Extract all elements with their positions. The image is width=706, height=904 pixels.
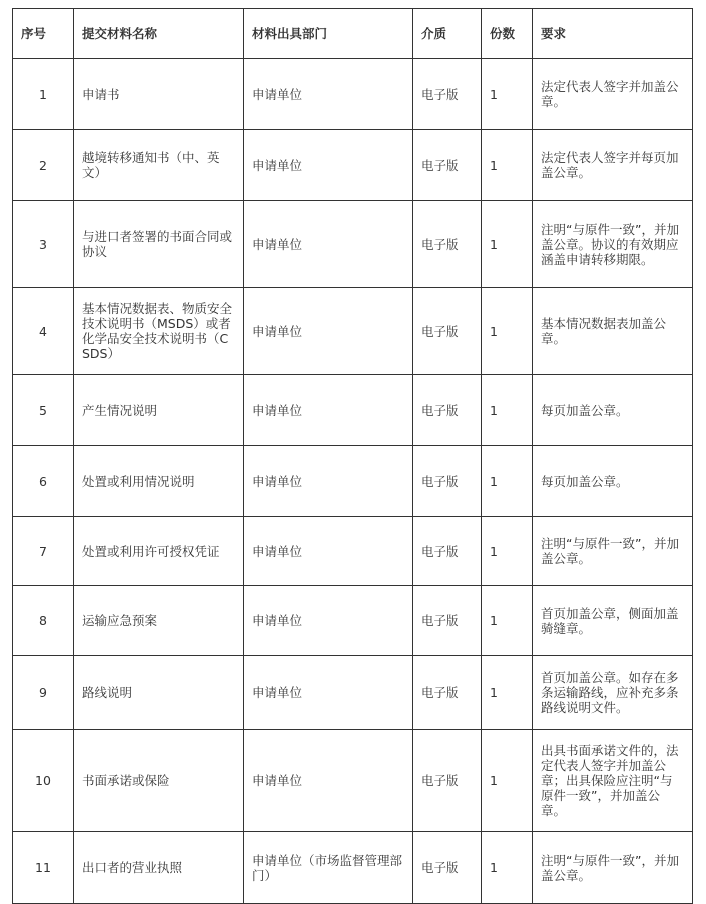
table-row	[13, 201, 693, 288]
cell-dept: 申请单位（市场监督管理部门）	[244, 832, 413, 904]
cell-name: 运输应急预案	[74, 586, 244, 656]
cell-count: 1	[482, 130, 533, 201]
cell-medium: 电子版	[413, 656, 482, 730]
cell-dept: 申请单位	[244, 201, 413, 288]
table-row	[13, 586, 693, 656]
cell-no: 7	[13, 517, 74, 586]
cell-no: 11	[13, 832, 74, 904]
cell-name: 与进口者签署的书面合同或协议	[74, 201, 244, 288]
cell-medium: 电子版	[413, 517, 482, 586]
table-row	[13, 130, 693, 201]
cell-no: 4	[13, 288, 74, 375]
cell-req: 出具书面承诺文件的，法定代表人签字并加盖公章；出具保险应注明“与原件一致”，并加盖公章。	[533, 730, 693, 832]
cell-dept: 申请单位	[244, 375, 413, 446]
cell-dept: 申请单位	[244, 656, 413, 730]
table-row	[13, 59, 693, 130]
cell-no: 1	[13, 59, 74, 130]
header-row	[13, 9, 693, 59]
cell-req: 注明“与原件一致”，并加盖公章。	[533, 832, 693, 904]
materials-table	[12, 8, 693, 904]
table-row	[13, 288, 693, 375]
cell-name: 路线说明	[74, 656, 244, 730]
cell-count: 1	[482, 586, 533, 656]
header-name: 提交材料名称	[74, 9, 244, 59]
cell-no: 8	[13, 586, 74, 656]
cell-req: 法定代表人签字并加盖公章。	[533, 59, 693, 130]
table-row	[13, 656, 693, 730]
cell-dept: 申请单位	[244, 59, 413, 130]
cell-req: 法定代表人签字并每页加盖公章。	[533, 130, 693, 201]
cell-no: 10	[13, 730, 74, 832]
header-no: 序号	[13, 9, 74, 59]
cell-count: 1	[482, 832, 533, 904]
cell-dept: 申请单位	[244, 586, 413, 656]
cell-req: 注明“与原件一致”，并加盖公章。	[533, 517, 693, 586]
cell-count: 1	[482, 730, 533, 832]
cell-medium: 电子版	[413, 375, 482, 446]
table-row	[13, 832, 693, 904]
cell-name: 越境转移通知书（中、英文）	[74, 130, 244, 201]
cell-medium: 电子版	[413, 446, 482, 517]
cell-count: 1	[482, 59, 533, 130]
cell-req: 每页加盖公章。	[533, 446, 693, 517]
cell-count: 1	[482, 446, 533, 517]
cell-req: 首页加盖公章，侧面加盖骑缝章。	[533, 586, 693, 656]
cell-count: 1	[482, 656, 533, 730]
header-dept: 材料出具部门	[244, 9, 413, 59]
cell-medium: 电子版	[413, 59, 482, 130]
cell-dept: 申请单位	[244, 130, 413, 201]
cell-count: 1	[482, 375, 533, 446]
cell-medium: 电子版	[413, 832, 482, 904]
cell-name: 处置或利用情况说明	[74, 446, 244, 517]
cell-name: 基本情况数据表、物质安全技术说明书（MSDS）或者化学品安全技术说明书（CSDS）	[74, 288, 244, 375]
cell-count: 1	[482, 201, 533, 288]
header-medium: 介质	[413, 9, 482, 59]
cell-medium: 电子版	[413, 288, 482, 375]
cell-name: 产生情况说明	[74, 375, 244, 446]
cell-medium: 电子版	[413, 201, 482, 288]
cell-no: 3	[13, 201, 74, 288]
cell-req: 首页加盖公章。如存在多条运输路线，应补充多条路线说明文件。	[533, 656, 693, 730]
cell-no: 2	[13, 130, 74, 201]
header-req: 要求	[533, 9, 693, 59]
cell-name: 处置或利用许可授权凭证	[74, 517, 244, 586]
cell-name: 书面承诺或保险	[74, 730, 244, 832]
cell-medium: 电子版	[413, 130, 482, 201]
cell-name: 申请书	[74, 59, 244, 130]
cell-req: 注明“与原件一致”，并加盖公章。协议的有效期应涵盖申请转移期限。	[533, 201, 693, 288]
cell-dept: 申请单位	[244, 730, 413, 832]
cell-dept: 申请单位	[244, 446, 413, 517]
cell-req: 基本情况数据表加盖公章。	[533, 288, 693, 375]
header-count: 份数	[482, 9, 533, 59]
cell-count: 1	[482, 517, 533, 586]
table-row	[13, 375, 693, 446]
table-row	[13, 517, 693, 586]
cell-no: 5	[13, 375, 74, 446]
table-row	[13, 446, 693, 517]
cell-no: 6	[13, 446, 74, 517]
cell-name: 出口者的营业执照	[74, 832, 244, 904]
cell-dept: 申请单位	[244, 288, 413, 375]
cell-medium: 电子版	[413, 730, 482, 832]
cell-dept: 申请单位	[244, 517, 413, 586]
cell-req: 每页加盖公章。	[533, 375, 693, 446]
cell-count: 1	[482, 288, 533, 375]
cell-no: 9	[13, 656, 74, 730]
table-row	[13, 730, 693, 832]
cell-medium: 电子版	[413, 586, 482, 656]
